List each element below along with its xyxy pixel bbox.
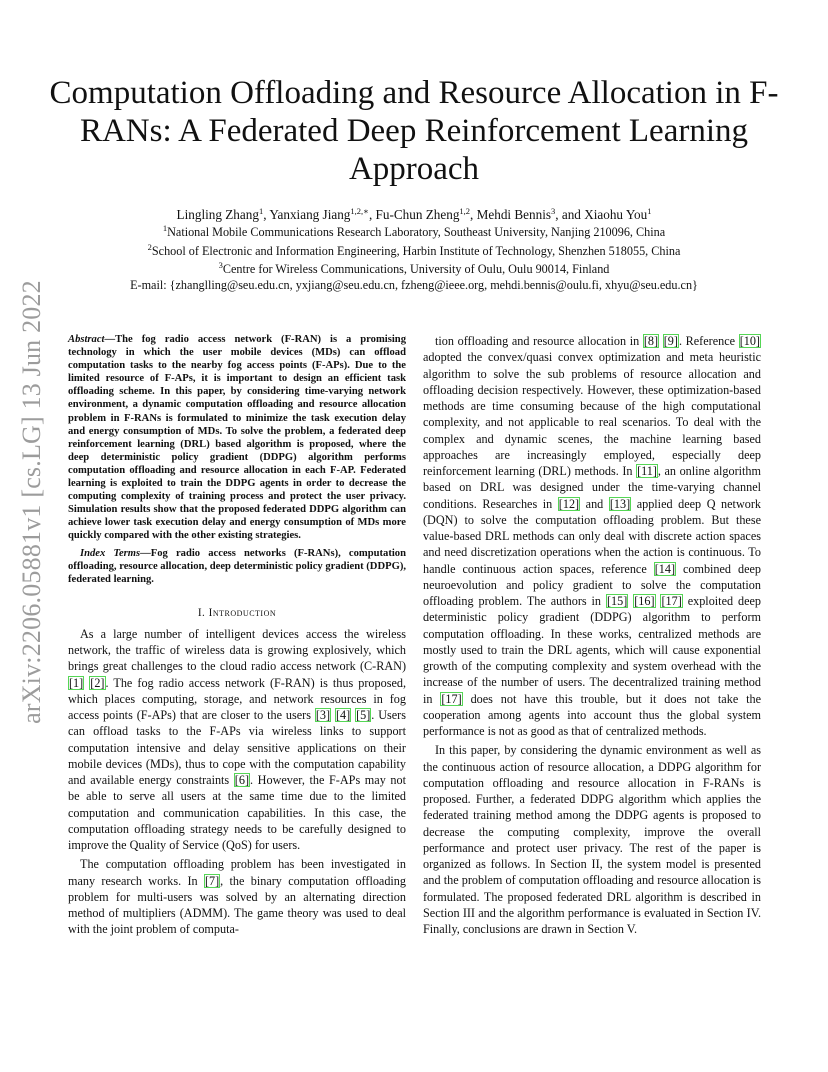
author-name: Yanxiang Jiang <box>269 207 351 222</box>
citation-link[interactable]: [6] <box>234 773 250 788</box>
text-run: In this paper, by considering the dynamic environment as well as the continuous action of resource allocation, a DDPG algorithm for computation offloading and resource allocation in F-RANs is proposed. Further, a federated DDPG algorithm which applies the federated training method among the DDPG agents is proposed to decrease the computing complexity, improve the overall performance and protect user privacy. The rest of the paper is organized as follows. In Section II, the system model is presented and the problem of computation offloading and resource allocation is formulated. The proposed federated DRL algorithm is described in Section III and the algorithm performance is evaluated in Section IV. Finally, conclusions are drawn in Section V. <box>423 743 761 936</box>
citation-link[interactable]: [2] <box>90 675 105 690</box>
author-name: Lingling Zhang <box>176 207 259 222</box>
author-name: and Xiaohu You <box>561 207 648 222</box>
text-run: combined deep neuroevolution and policy gradient to solve the computation offloading problem. The authors in <box>423 561 761 608</box>
author-list: Lingling Zhang$^1$, Yanxiang Jiang$^{1,2,∗}$, Fu-Chun Zheng$^{1,2}$, Mehdi Bennis$^3$, and Xiaohu You$^1$ <box>176 206 652 222</box>
citation-link[interactable]: [14] <box>654 561 676 576</box>
left-body-text <box>68 626 406 938</box>
text-run: , the binary computation offloading problem for multi-users was solved by an alternating direction method of multipliers (ADMM). The game theory was used to deal with the joint problem of computa- <box>68 873 406 937</box>
body-paragraph <box>423 742 761 937</box>
text-run: exploited deep deterministic policy gradient (DDPG) algorithm to perform computation offloading. In these works, centralized methods are mostly used to train the DRL agents, which will cause exponential growth of the computing complexity and system overhead with the increase of the number of users. The decentralized training method in <box>423 594 762 706</box>
body-paragraph <box>68 856 406 937</box>
citation-link[interactable]: [17] <box>441 691 462 706</box>
citation-link[interactable]: [4] <box>335 708 351 723</box>
affiliation-2-marker: 2 <box>147 242 152 252</box>
index-terms-text: —Fog radio access networks (F-RANs), computation offloading, resource allocation, deep deterministic policy gradient (DDPG), federated learning. <box>68 547 406 585</box>
section-title: Introduction <box>208 606 277 619</box>
citation-link[interactable]: [10] <box>739 334 760 348</box>
right-column <box>423 333 761 937</box>
index-terms-lead: Index Terms <box>80 547 141 559</box>
affiliation-2 <box>60 244 768 259</box>
left-column <box>68 333 406 938</box>
text-run: The computation offloading problem has been investigated in many research works. In <box>68 857 406 888</box>
arxiv-side-label <box>14 262 50 742</box>
text-run: applied deep Q network (DQN) to solve the computation offloading problem. But these value-based DRL methods can only deal with discrete action spaces and need discretization operations when the action is continuous. To handle continuous action spaces, reference <box>423 496 761 576</box>
author-affiliation-marker: 1,2 <box>459 206 471 216</box>
text-run: . Users can offload tasks to the F-APs via wireless links to support computation intensive and delay sensitive applications on their mobile devices (MDs), thus to cope with the computation capability and available energy constraints <box>68 708 406 788</box>
author-name: Fu-Chun Zheng <box>375 207 460 222</box>
citation-link[interactable]: [16] <box>634 594 655 608</box>
text-run: . However, the F-APs may not be able to serve all users at the same time due to the limited computation and communication capabilities. In this case, the computation offloading strategy needs to be carefully designed to improve the Quality of Service (QoS) for users. <box>68 773 406 853</box>
text-run: . The fog radio access network (F-RAN) is thus proposed, which places computing, storage, and network resources in fog access points (F-APs) that are closer to the users <box>68 675 406 723</box>
citation-link[interactable]: [13] <box>609 496 631 511</box>
paper-title: Computation Offloading and Resource Allocation in F-RANs: A Federated Deep Reinforcement Learning Approach <box>49 75 779 187</box>
arxiv-identifier: arXiv:2206.05881v1 [cs.LG] 13 Jun 2022 <box>17 280 46 724</box>
email-line: E-mail: {zhanglling@seu.edu.cn, yxjiang@seu.edu.cn, fzheng@ieee.org, mehdi.bennis@oulu.fi, xhyu@seu.edu.cn} <box>130 278 698 292</box>
citation-link[interactable]: [7] <box>204 873 220 888</box>
author-affiliation-marker: 3 <box>551 206 556 216</box>
abstract-text: —The fog radio access network (F-RAN) is a promising technology in which the user mobile devices (MDs) can offload computation tasks to the nearby fog access points (F-APs). Due to the limited resource of F-APs, it is important to design an efficient task offloading scheme. In this paper, by considering time-varying network environment, a dynamic computation offloading and resource allocation problem in F-RANs is formulated to minimize the task execution delay and energy consumption of MDs. To solve the problem, a federated deep reinforcement learning (DRL) based algorithm is proposed, where the deep deterministic policy gradient (DDPG) algorithm performs computation offloading and resource allocation in each F-AP. Federated learning is exploited to train the DDPG agents in order to decrease the computing complexity of training process and protect the user privacy. Simulation results show that the proposed federated DDPG algorithm can achieve lower task execution delay and energy consumption of MDs more quickly compared with the other existing strategies. <box>68 334 406 542</box>
citation-link[interactable]: [9] <box>663 334 678 348</box>
author-affiliation-marker: 1,2,∗ <box>350 206 369 216</box>
text-run: and <box>580 496 609 511</box>
citation-link[interactable]: [8] <box>643 334 659 348</box>
text-run: tion offloading and resource allocation in <box>435 334 643 348</box>
affiliation-3-text: Centre for Wireless Communications, University of Oulu, Oulu 90014, Finland <box>222 262 610 276</box>
section-number: I. <box>197 606 206 619</box>
citation-link[interactable]: [3] <box>315 708 331 723</box>
citation-link[interactable]: [5] <box>356 708 371 723</box>
author-affiliation-marker: 1 <box>647 206 652 216</box>
author-affiliation-marker: 1 <box>258 206 264 216</box>
abstract-lead: Abstract <box>68 334 105 345</box>
text-run: does not have this trouble, but it does not take the cooperation among agents into account thus the global system performance is not as good as that of centralized methods. <box>423 691 761 738</box>
body-paragraph <box>423 333 761 739</box>
affiliation-1 <box>60 225 768 240</box>
right-body-text <box>423 333 761 937</box>
text-run: . Reference <box>678 334 739 348</box>
citation-link[interactable]: [12] <box>558 496 580 511</box>
citation-link[interactable]: [15] <box>606 594 628 608</box>
affiliation-3-marker: 3 <box>218 260 223 270</box>
affiliation-2-text: School of Electronic and Information Engineering, Harbin Institute of Technology, Shenzhen 518055, China <box>151 244 681 258</box>
affiliation-1-marker: 1 <box>162 223 168 233</box>
text-run: , an online algorithm based on DRL was designed under the time-varying channel conditions. Researches in <box>423 464 761 511</box>
affiliation-3 <box>60 262 768 277</box>
text-run: As a large number of intelligent devices access the wireless network, the traffic of wireless data is growing explosively, which brings great challenges to the cloud radio access network (C-RAN) <box>68 626 406 674</box>
author-name: Mehdi Bennis <box>476 207 552 222</box>
citation-link[interactable]: [17] <box>661 594 682 608</box>
body-paragraph <box>68 626 406 854</box>
abstract <box>68 333 406 543</box>
section-heading <box>68 606 406 620</box>
citation-link[interactable]: [11] <box>637 464 657 478</box>
citation-link[interactable]: [1] <box>69 675 84 690</box>
text-run: adopted the convex/quasi convex optimization and meta heuristic algorithm to solve the sub problems of resource allocation and offloading decision respectively. However, these optimization-based methods are time consuming because of the high computational complexity, and not applicable to real scenarios. To deal with the complex and dynamic scenes, the machine learning based approaches are increasingly employed, especially deep reinforcement learning (DRL) methods. In <box>423 350 761 478</box>
affiliation-1-text: National Mobile Communications Research Laboratory, Southeast University, Nanjing 210096, China <box>167 225 666 239</box>
index-terms <box>68 547 406 586</box>
